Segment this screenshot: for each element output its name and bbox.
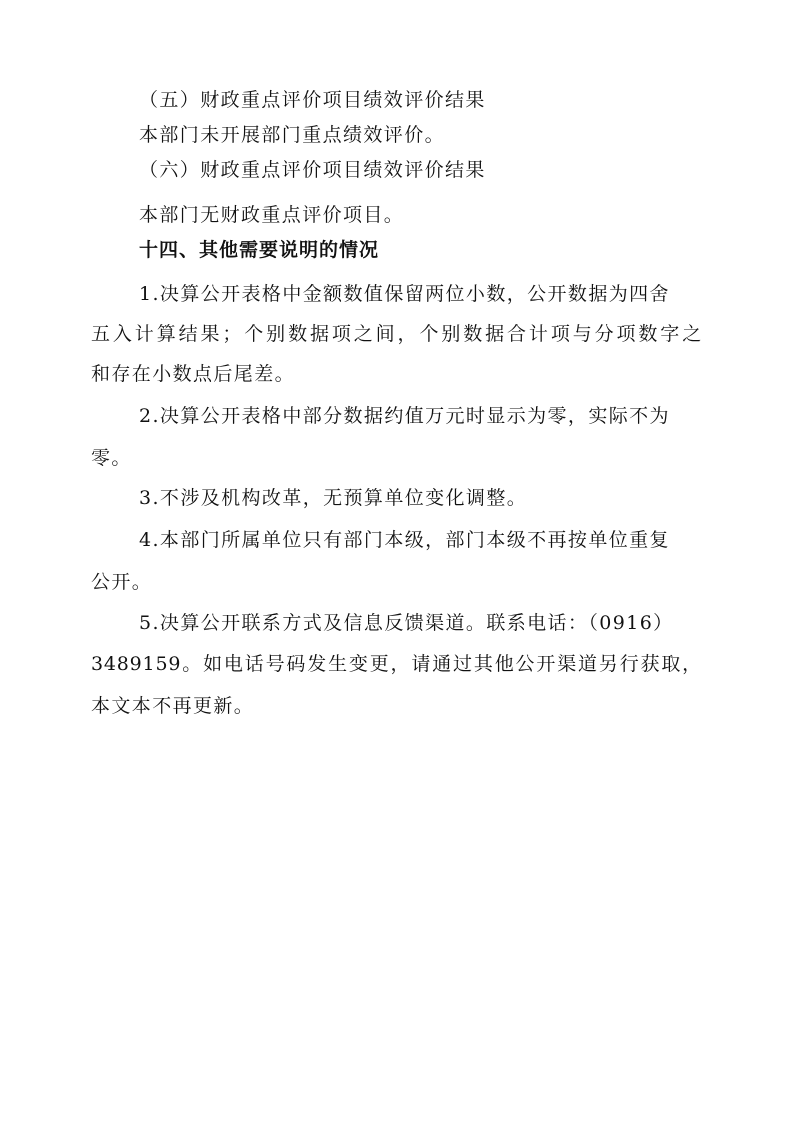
note-4-line-1: 4.本部门所属单位只有部门本级，部门本级不再按单位重复 xyxy=(139,529,670,551)
note-1-line-2: 五入计算结果；个别数据项之间，个别数据合计项与分项数字之 xyxy=(91,323,702,345)
section-5-body: 本部门未开展部门重点绩效评价。 xyxy=(139,124,446,146)
section-6-title: （六）财政重点评价项目绩效评价结果 xyxy=(139,159,486,181)
note-3-line-1: 3.不涉及机构改革，无预算单位变化调整。 xyxy=(139,487,528,509)
section-14-heading: 十四、其他需要说明的情况 xyxy=(139,239,380,261)
note-1-line-1: 1.决算公开表格中金额数值保留两位小数，公开数据为四舍 xyxy=(139,283,670,305)
note-1-line-3: 和存在小数点后尾差。 xyxy=(91,363,296,385)
note-5-line-3: 本文本不再更新。 xyxy=(91,695,255,717)
section-6-body: 本部门无财政重点评价项目。 xyxy=(139,204,405,226)
note-4-line-2: 公开。 xyxy=(91,571,153,593)
note-5-line-1: 5.决算公开联系方式及信息反馈渠道。联系电话：（0916） xyxy=(139,612,674,634)
note-5-line-2: 3489159。如电话号码发生变更，请通过其他公开渠道另行获取， xyxy=(91,653,702,675)
note-2-line-2: 零。 xyxy=(91,447,132,469)
note-2-line-1: 2.决算公开表格中部分数据约值万元时显示为零，实际不为 xyxy=(139,405,670,427)
section-5-title: （五）财政重点评价项目绩效评价结果 xyxy=(139,89,486,111)
